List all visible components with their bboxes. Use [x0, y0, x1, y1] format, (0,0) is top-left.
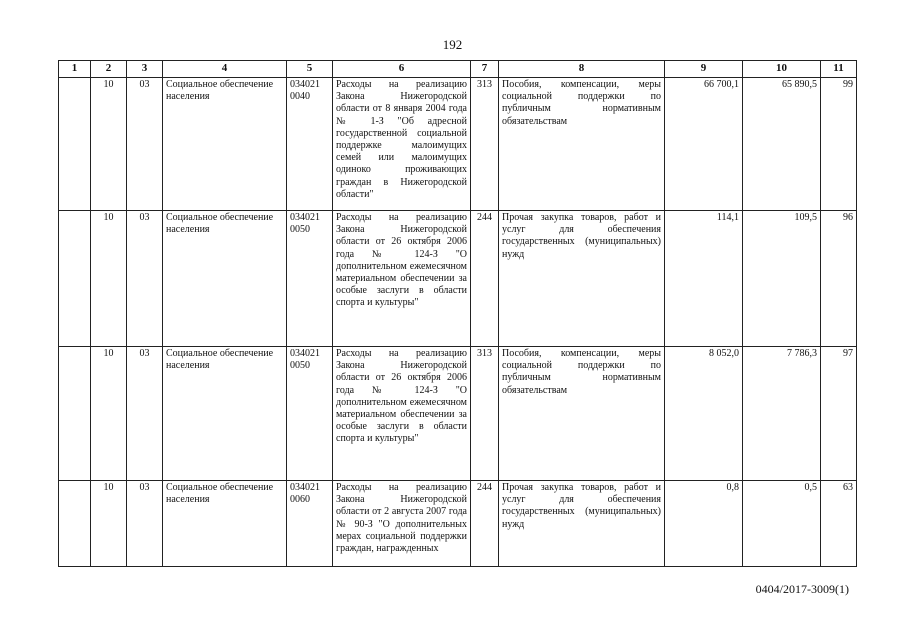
cell-percent: 97 — [821, 347, 857, 481]
cell-actual-amount: 65 890,5 — [743, 78, 821, 211]
cell-target-code: 034021 0040 — [287, 78, 333, 211]
column-header: 10 — [743, 61, 821, 78]
page-number: 192 — [442, 37, 463, 52]
cell-expense-type: 244 — [471, 481, 499, 567]
document-code: 0404/2017-3009(1) — [755, 582, 849, 596]
cell-subsection: 03 — [127, 347, 163, 481]
table-row — [59, 78, 857, 211]
cell-subsection: 03 — [127, 211, 163, 347]
cell-subsection-name: Социальное обеспечение населения — [163, 211, 287, 347]
column-header: 9 — [665, 61, 743, 78]
table-row — [59, 481, 857, 567]
column-header: 2 — [91, 61, 127, 78]
cell-target-code: 034021 0050 — [287, 211, 333, 347]
cell-section: 10 — [91, 347, 127, 481]
cell-percent: 63 — [821, 481, 857, 567]
cell-expense-description: Расходы на реализацию Закона Нижегородской области от 2 августа 2007 года № 90-З "О дополнительных мерах социальной поддержки граждан, награжденных — [333, 481, 471, 567]
cell-subsection: 03 — [127, 78, 163, 211]
cell-expense-type-name: Пособия, компенсации, меры социальной поддержки по публичным нормативным обязательствам — [499, 78, 665, 211]
cell-planned-amount: 0,8 — [665, 481, 743, 567]
cell-actual-amount: 0,5 — [743, 481, 821, 567]
column-header: 7 — [471, 61, 499, 78]
table-row — [59, 211, 857, 347]
cell-expense-type: 313 — [471, 347, 499, 481]
cell-subsection-name: Социальное обеспечение населения — [163, 78, 287, 211]
cell-col1 — [59, 211, 91, 347]
column-header: 3 — [127, 61, 163, 78]
cell-actual-amount: 109,5 — [743, 211, 821, 347]
cell-planned-amount: 66 700,1 — [665, 78, 743, 211]
cell-target-code: 034021 0050 — [287, 347, 333, 481]
cell-subsection: 03 — [127, 481, 163, 567]
cell-target-code: 034021 0060 — [287, 481, 333, 567]
cell-expense-description: Расходы на реализацию Закона Нижегородской области от 8 января 2004 года № 1-З "Об адресной государственной социальной поддержке малоимущих семей или малоимущих одиноко проживающих граждан в Нижегородской области" — [333, 78, 471, 211]
cell-section: 10 — [91, 481, 127, 567]
cell-col1 — [59, 347, 91, 481]
cell-section: 10 — [91, 211, 127, 347]
cell-planned-amount: 114,1 — [665, 211, 743, 347]
cell-expense-type-name: Пособия, компенсации, меры социальной поддержки по публичным нормативным обязательствам — [499, 347, 665, 481]
table-row — [59, 347, 857, 481]
cell-col1 — [59, 78, 91, 211]
column-header: 1 — [59, 61, 91, 78]
cell-expense-type: 244 — [471, 211, 499, 347]
column-header: 4 — [163, 61, 287, 78]
cell-expense-description: Расходы на реализацию Закона Нижегородской области от 26 октября 2006 года № 124-З "О дополнительном ежемесячном материальном обеспечении за особые заслуги в области спорта и культуры" — [333, 211, 471, 347]
cell-percent: 96 — [821, 211, 857, 347]
cell-subsection-name: Социальное обеспечение населения — [163, 347, 287, 481]
budget-table — [58, 60, 857, 567]
column-header: 6 — [333, 61, 471, 78]
cell-actual-amount: 7 786,3 — [743, 347, 821, 481]
column-header: 8 — [499, 61, 665, 78]
cell-expense-type-name: Прочая закупка товаров, работ и услуг для обеспечения государственных (муниципальных) нужд — [499, 211, 665, 347]
cell-expense-type-name: Прочая закупка товаров, работ и услуг для обеспечения государственных (муниципальных) нужд — [499, 481, 665, 567]
cell-expense-description: Расходы на реализацию Закона Нижегородской области от 26 октября 2006 года № 124-З "О дополнительном ежемесячном материальном обеспечении за особые заслуги в области спорта и культуры" — [333, 347, 471, 481]
cell-planned-amount: 8 052,0 — [665, 347, 743, 481]
cell-section: 10 — [91, 78, 127, 211]
cell-percent: 99 — [821, 78, 857, 211]
column-header: 5 — [287, 61, 333, 78]
cell-col1 — [59, 481, 91, 567]
column-header: 11 — [821, 61, 857, 78]
cell-subsection-name: Социальное обеспечение населения — [163, 481, 287, 567]
cell-expense-type: 313 — [471, 78, 499, 211]
header-row — [59, 61, 857, 78]
